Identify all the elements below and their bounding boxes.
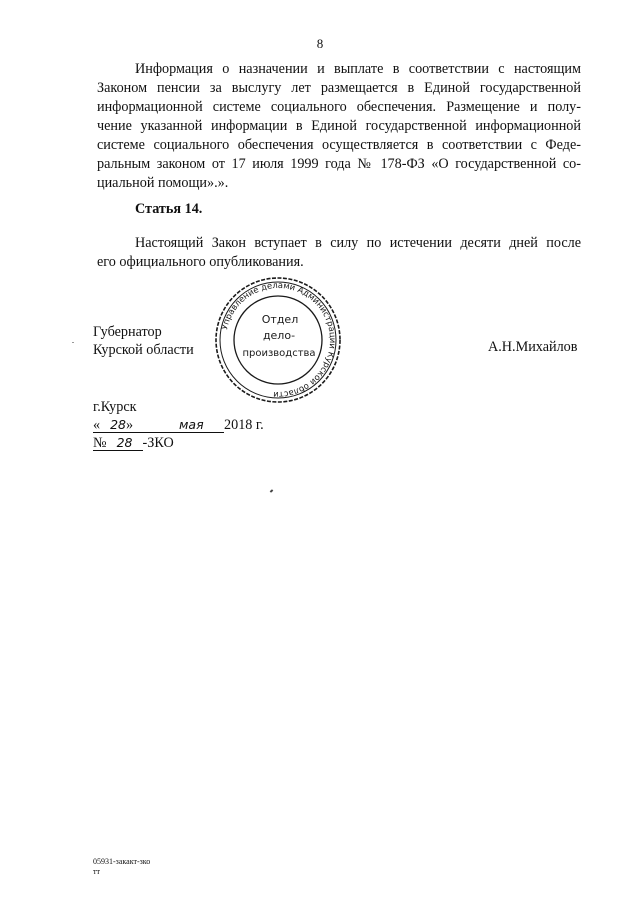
stamp-center-line: дело- [262, 329, 296, 342]
close-quote: » [126, 417, 134, 433]
position-line: Губернатор [93, 324, 162, 340]
position-line: Курской области [93, 342, 194, 358]
stamp-ring-text: Управление делами Администрации Курской области [219, 279, 339, 401]
scan-mark [270, 489, 274, 492]
paragraph-line: чение указанной информации в Единой государственной информационной [97, 118, 581, 134]
official-stamp [213, 275, 343, 405]
footer-code [93, 857, 150, 877]
paragraph-line: Законом пенсии за выслугу лет размещается в Единой государственной [97, 80, 581, 96]
paragraph-line: его официального опубликования. [97, 254, 304, 270]
paragraph-entry-into-force [97, 234, 581, 272]
law-number [93, 434, 264, 452]
open-quote: « [93, 417, 101, 433]
paragraph-line: системе социального обеспечения осуществляется в соответствии с Феде- [97, 137, 581, 153]
paragraph-line: ральным законом от 17 июля 1999 года № 178-ФЗ «О государственной со- [97, 156, 581, 172]
date-day-field [93, 416, 171, 434]
stamp-center-line: Отдел [261, 313, 299, 326]
date-month: мая [179, 417, 204, 432]
scan-mark [72, 342, 74, 343]
law-number-value: 28 [116, 435, 133, 450]
footer-line: тт [93, 867, 100, 876]
number-sign: № [93, 435, 107, 451]
city: г.Курск [93, 399, 137, 415]
date-day: 28 [110, 417, 126, 432]
law-number-suffix: -ЗКО [142, 435, 174, 451]
date-month-field [171, 416, 224, 434]
footer-line: 05931-закакт-зко [93, 857, 151, 866]
law-number-field [107, 434, 143, 452]
signatory-name: А.Н.Михайлов [488, 339, 578, 355]
paragraph-line: Информация о назначении и выплате в соответствии с настоящим [135, 61, 581, 77]
paragraph-line: Настоящий Закон вступает в силу по истечении десяти дней после [135, 235, 581, 251]
paragraph-line: циальной помощи».». [97, 175, 229, 191]
page-number: 8 [316, 36, 324, 51]
article-title: Статья 14. [135, 201, 203, 217]
signatory-position [93, 323, 194, 359]
paragraph-pension-information [97, 60, 581, 193]
law-date [93, 416, 264, 434]
stamp-center-line: производства [242, 348, 316, 359]
place-and-date [93, 398, 264, 452]
paragraph-line: информационной системе социального обеспечения. Размещение и полу- [97, 99, 581, 115]
date-year: 2018 г. [224, 417, 264, 433]
